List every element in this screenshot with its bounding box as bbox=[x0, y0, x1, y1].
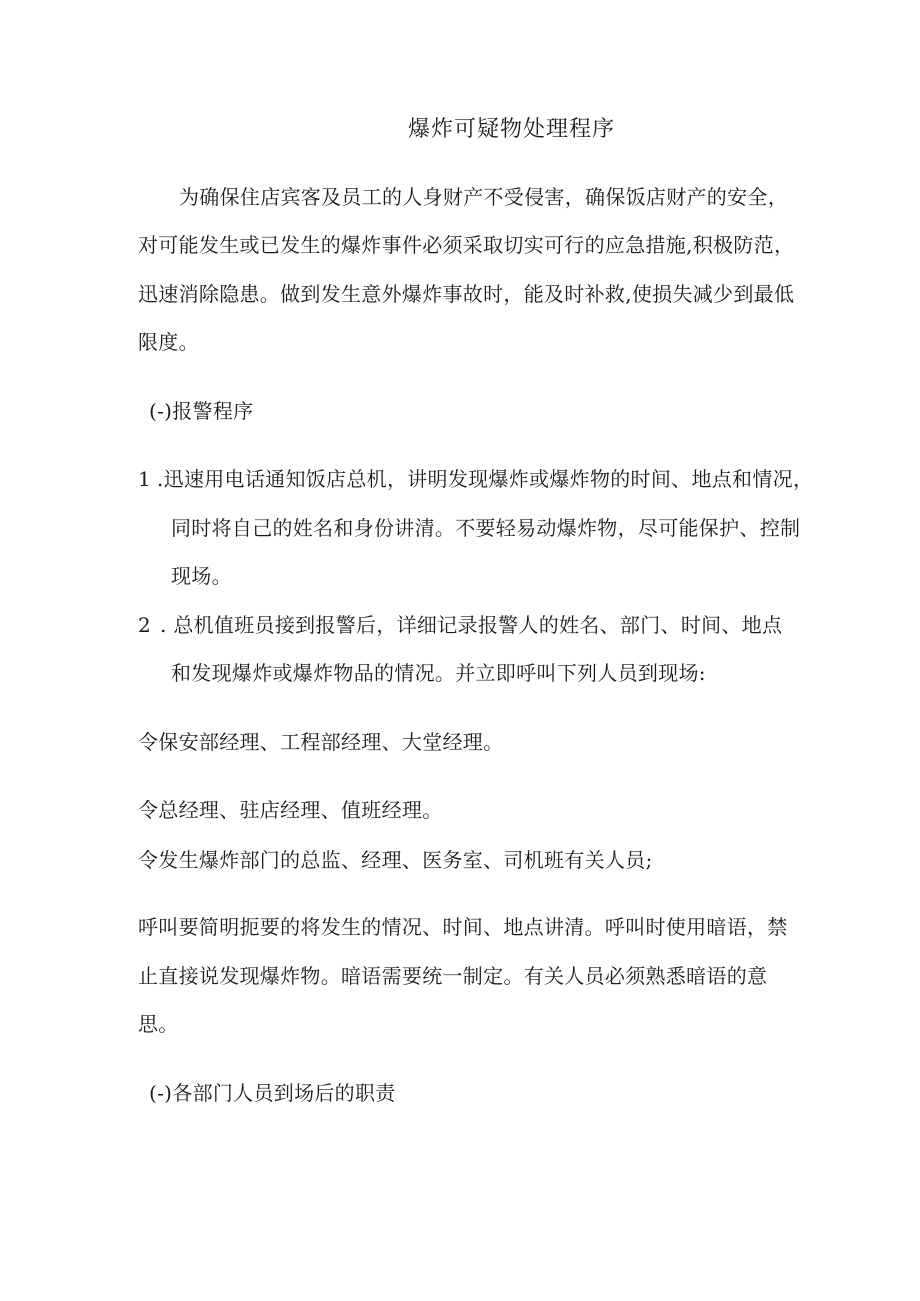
document-title: 爆炸可疑物处理程序 bbox=[408, 117, 616, 142]
list-item-1-line-3: 现场。 bbox=[171, 564, 232, 588]
section-heading-alarm: (-)报警程序 bbox=[149, 399, 254, 423]
list-item-2-line-2: 和发现爆炸或爆炸物品的情况。并立即呼叫下列人员到现场: bbox=[171, 661, 706, 685]
list-item-1-line-1: .迅速用电话通知饭店总机，讲明发现爆炸或爆炸物的时间、地点和情况， bbox=[157, 467, 814, 491]
notify-line-3: 令发生爆炸部门的总监、经理、医务室、司机班有关人员; bbox=[138, 848, 653, 872]
code-line-3: 思。 bbox=[138, 1012, 179, 1036]
list-item-1-line-2: 同时将自己的姓名和身份讲清。不要轻易动爆炸物，尽可能保护、控制 bbox=[171, 516, 801, 540]
list-number-2: 2 bbox=[138, 613, 152, 637]
intro-line-3: 迅速消除隐患。做到发生意外爆炸事故时，能及时补救,使损失减少到最低 bbox=[138, 282, 795, 306]
code-line-1: 呼叫要简明扼要的将发生的情况、时间、地点讲清。呼叫时使用暗语，禁 bbox=[138, 915, 788, 939]
intro-line-2: 对可能发生或已发生的爆炸事件必须采取切实可行的应急措施,积极防范， bbox=[138, 233, 795, 257]
code-line-2: 止直接说发现爆炸物。暗语需要统一制定。有关人员必须熟悉暗语的意 bbox=[138, 964, 768, 988]
section-heading-duties: (-)各部门人员到场后的职责 bbox=[149, 1081, 396, 1105]
list-number-1: 1 bbox=[138, 467, 152, 491]
intro-line-4: 限度。 bbox=[138, 330, 199, 354]
notify-line-1: 令保安部经理、工程部经理、大堂经理。 bbox=[138, 730, 504, 754]
list-item-2-line-1: . 总机值班员接到报警后，详细记录报警人的姓名、部门、时间、地点 bbox=[160, 613, 783, 637]
notify-line-2: 令总经理、驻店经理、值班经理。 bbox=[138, 798, 443, 822]
intro-line-1: 为确保住店宾客及员工的人身财产不受侵害，确保饭店财产的安全， bbox=[179, 185, 788, 209]
